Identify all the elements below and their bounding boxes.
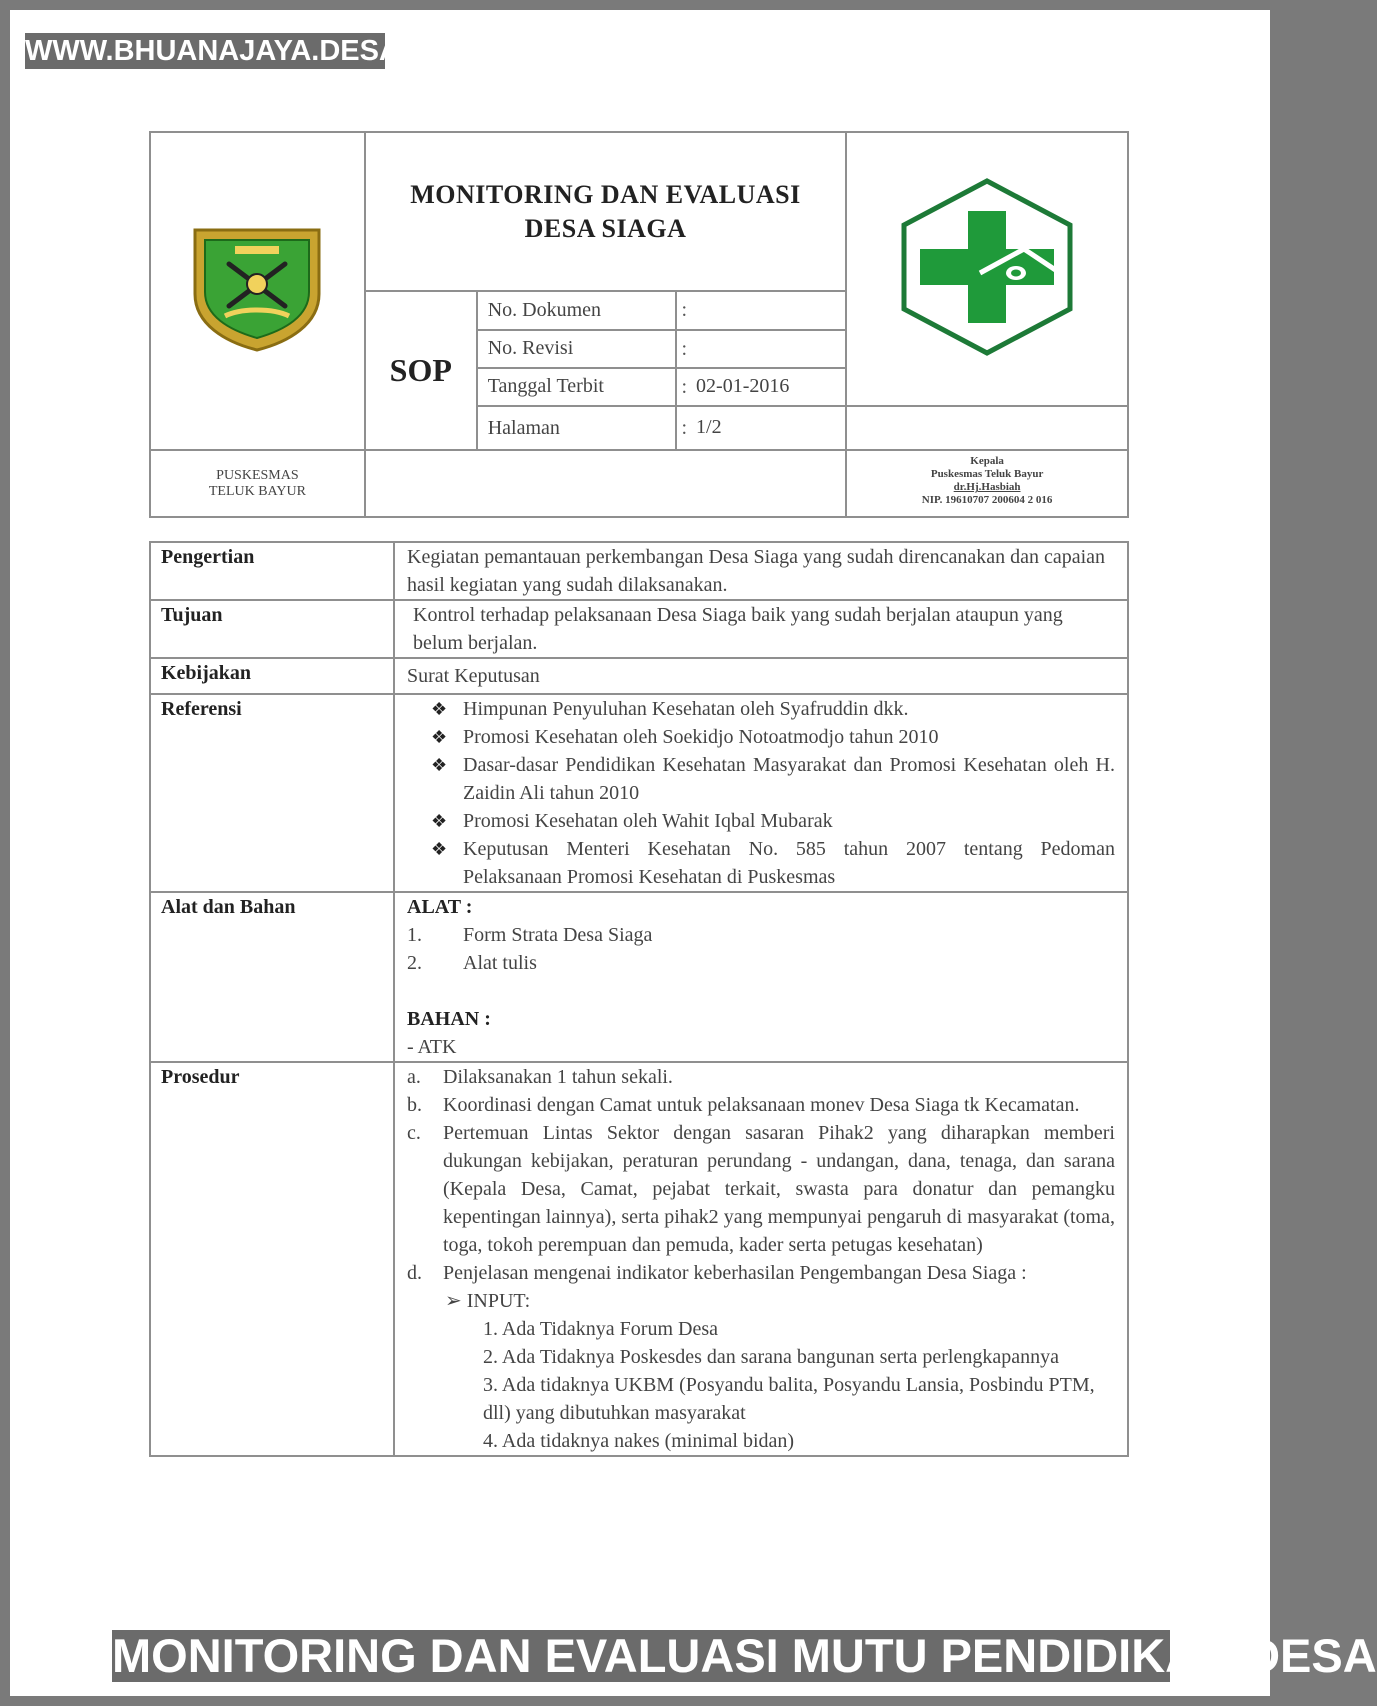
section-label-kebijakan: Kebijakan <box>150 658 394 694</box>
section-referensi-list <box>394 694 1128 892</box>
reference-item: ❖ Keputusan Menteri Kesehatan No. 585 tahun 2007 tentang Pedoman Pelaksanaan Promosi Kesehatan di Puskesmas <box>431 835 1115 891</box>
section-text-kebijakan: Surat Keputusan <box>394 658 1128 694</box>
section-label-prosedur: Prosedur <box>150 1062 394 1456</box>
reference-item: ❖ Dasar-dasar Pendidikan Kesehatan Masyarakat dan Promosi Kesehatan oleh H. Zaidin Ali tahun 2010 <box>431 751 1115 807</box>
reference-list <box>407 695 1115 891</box>
reference-item: ❖ Promosi Kesehatan oleh Soekidjo Notoatmodjo tahun 2010 <box>431 723 1115 751</box>
meta-value-no-dokumen: : <box>676 291 846 329</box>
meta-value-halaman: : 1/2 <box>676 406 846 450</box>
bahan-heading: BAHAN : <box>407 1008 491 1030</box>
alat-item: 1. Form Strata Desa Siaga <box>407 924 653 946</box>
health-cross-logo-icon <box>894 177 1080 357</box>
sop-label: SOP <box>365 291 477 450</box>
kepala-name: dr.Hj.Hasbiah <box>953 481 1021 494</box>
input-item: 3. Ada tidaknya UKBM (Posyandu balita, Posyandu Lansia, Posbindu PTM, dll) yang dibutuhkan masyarakat <box>483 1374 1095 1424</box>
kepala-signature-cell <box>846 450 1128 517</box>
section-label-pengertian: Pengertian <box>150 542 394 600</box>
signature-blank-cell <box>365 450 846 517</box>
puskesmas-line2: TELUK BAYUR <box>208 483 306 499</box>
section-label-tujuan: Tujuan <box>150 600 394 658</box>
prosedur-step: d. Penjelasan mengenai indikator keberhasilan Pengembangan Desa Siaga : <box>407 1262 1027 1284</box>
meta-blank-cell <box>846 406 1128 450</box>
kepala-office: Puskesmas Teluk Bayur <box>930 468 1044 481</box>
reference-item: ❖ Himpunan Penyuluhan Kesehatan oleh Syafruddin dkk. <box>431 695 1115 723</box>
input-item: 1. Ada Tidaknya Forum Desa <box>483 1318 718 1340</box>
puskesmas-line1: PUSKESMAS <box>216 467 299 483</box>
sop-content-table <box>149 541 1129 1457</box>
meta-value-tanggal-terbit: : 02-01-2016 <box>676 368 846 406</box>
meta-label-no-dokumen: No. Dokumen <box>477 291 677 329</box>
bahan-item: - ATK <box>407 1036 457 1058</box>
sop-header-table <box>149 131 1129 518</box>
regional-emblem-icon <box>189 224 325 354</box>
prosedur-step: c. Pertemuan Lintas Sektor dengan sasaran Pihak2 yang diharapkan memberi dukungan kebijakan, peraturan perundang - undangan, dana, tenaga, dan sarana (Kepala Desa, Camat, pejabat terkait, swasta para donatur dan pemangku kepentingan lainnya), serta pihak2 yang mempunyai pengaruh di masyarakat (toma, toga, tokoh perempuan dan pemuda, kader serta petugas kesehatan) <box>407 1122 1115 1256</box>
meta-value-no-revisi: : <box>676 330 846 368</box>
section-text-pengertian: Kegiatan pemantauan perkembangan Desa Siaga yang sudah direncanakan dan capaian hasil kegiatan yang sudah dilaksanakan. <box>394 542 1128 600</box>
document-title-cell <box>365 132 846 291</box>
reference-item: ❖ Promosi Kesehatan oleh Wahit Iqbal Mubarak <box>431 807 1115 835</box>
prosedur-step: a. Dilaksanakan 1 tahun sekali. <box>407 1066 673 1088</box>
page-title-banner: MONITORING DAN EVALUASI MUTU PENDIDIKAN DESA <box>112 1629 1377 1682</box>
regional-emblem-cell <box>150 132 365 450</box>
alat-heading: ALAT : <box>407 896 473 918</box>
meta-label-tanggal-terbit: Tanggal Terbit <box>477 368 677 406</box>
input-item: 2. Ada Tidaknya Poskesdes dan sarana bangunan serta perlengkapannya <box>483 1346 1059 1368</box>
input-heading: ➢ INPUT: <box>445 1290 531 1312</box>
puskesmas-name-cell <box>150 450 365 517</box>
document-title-line1: MONITORING DAN EVALUASI <box>410 179 801 209</box>
section-alat-bahan <box>394 892 1128 1062</box>
kepala-title: Kepala <box>970 455 1004 468</box>
prosedur-step: b. Koordinasi dengan Camat untuk pelaksanaan monev Desa Siaga tk Kecamatan. <box>407 1094 1080 1116</box>
meta-label-halaman: Halaman <box>477 406 677 450</box>
document-title-line2: DESA SIAGA <box>524 213 687 243</box>
site-url-banner[interactable]: WWW.BHUANAJAYA.DESA.ID <box>25 35 437 67</box>
input-item: 4. Ada tidaknya nakes (minimal bidan) <box>483 1430 795 1452</box>
section-text-tujuan: Kontrol terhadap pelaksanaan Desa Siaga baik yang sudah berjalan ataupun yang belum berjalan. <box>394 600 1128 658</box>
meta-label-no-revisi: No. Revisi <box>477 330 677 368</box>
health-logo-cell <box>846 132 1128 406</box>
kepala-nip: NIP. 19610707 200604 2 016 <box>921 494 1053 507</box>
section-prosedur <box>394 1062 1128 1456</box>
section-label-alat-bahan: Alat dan Bahan <box>150 892 394 1062</box>
section-label-referensi: Referensi <box>150 694 394 892</box>
alat-item: 2. Alat tulis <box>407 952 537 974</box>
